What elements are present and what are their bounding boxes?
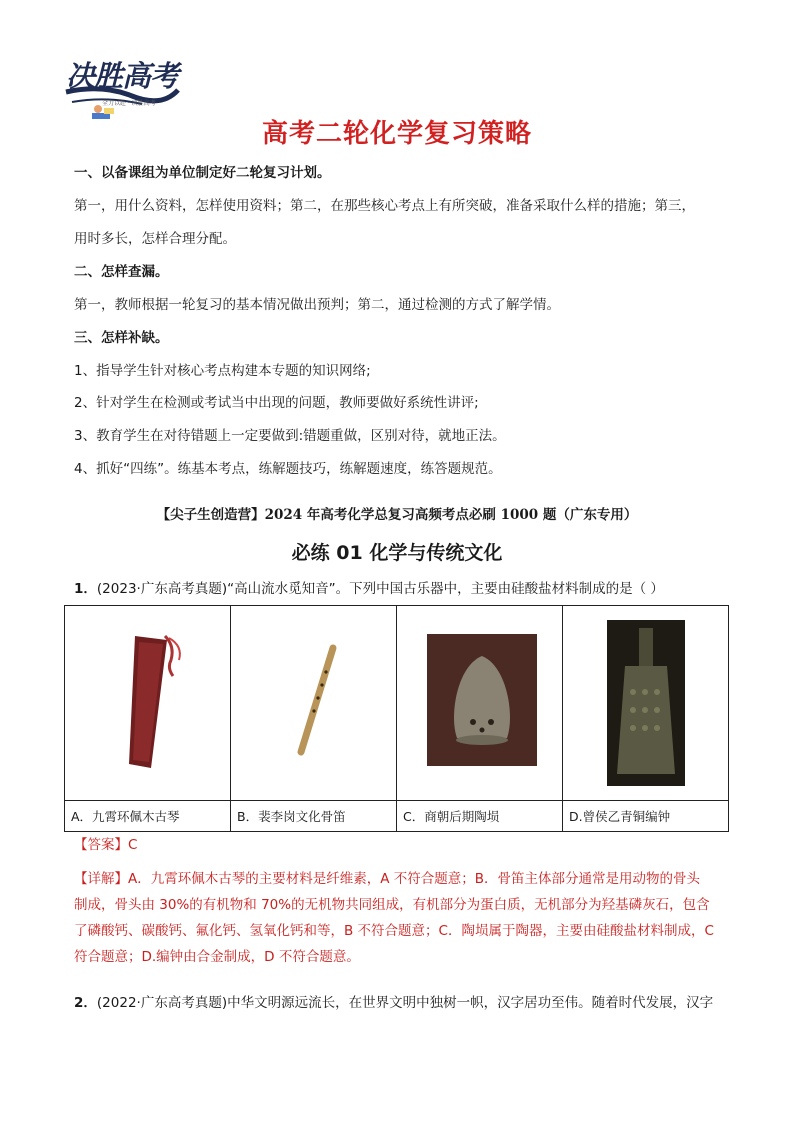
lesson-title: 必练 01 化学与传统文化 xyxy=(291,542,503,564)
question-1 xyxy=(74,579,664,599)
section-1-line-1: 第一，用什么资料，怎样使用资料；第二，在那些核心考点上有所突破，准备采取什么样的措施；第三， xyxy=(74,198,695,214)
option-d-image xyxy=(563,606,729,801)
section-1-line-2: 用时多长，怎样合理分配。 xyxy=(74,231,236,247)
option-b-image xyxy=(231,606,397,801)
explanation-line-1: 【详解】A．九霄环佩木古琴的主要材料是纤维素，A 不符合题意；B．骨笛主体部分通常是用动物的骨头 xyxy=(74,871,701,887)
section-3-line-3: 3、教育学生在对待错题上一定要做到:错题重做，区别对待，就地正法。 xyxy=(74,428,506,444)
question-2-number: 2． xyxy=(74,995,97,1011)
option-a-caption: A．九霄环佩木古琴 xyxy=(65,801,231,832)
options-table xyxy=(64,605,729,832)
option-a-image xyxy=(65,606,231,801)
option-c-image xyxy=(397,606,563,801)
explanation-line-2: 制成，骨头由 30%的有机物和 70%的无机物共同组成，有机部分为蛋白质，无机部分为羟基磷灰石，包含 xyxy=(74,897,710,913)
section-2-line-1: 第一，教师根据一轮复习的基本情况做出预判；第二，通过检测的方式了解学情。 xyxy=(74,297,560,313)
explanation-label: 【详解】 xyxy=(74,871,128,887)
bronze-bell-icon xyxy=(563,606,729,796)
section-3-line-2: 2、针对学生在检测或考试当中出现的问题，教师要做好系统性讲评; xyxy=(74,395,479,411)
question-1-text: (2023·广东高考真题)“高山流水觅知音”。下列中国古乐器中，主要由硅酸盐材料制成的是（ ） xyxy=(96,581,664,597)
option-c-caption: C．商朝后期陶埙 xyxy=(397,801,563,832)
section-3-line-4: 4、抓好“四练”。练基本考点，练解题技巧，练解题速度，练答题规范。 xyxy=(74,461,502,477)
pottery-xun-icon xyxy=(397,606,563,796)
section-3-line-1: 1、指导学生针对核心考点构建本专题的知识网络; xyxy=(74,363,371,379)
bone-flute-icon xyxy=(231,606,397,796)
answer-label: 【答案】 xyxy=(74,837,128,853)
option-b-caption: B．裴李岗文化骨笛 xyxy=(231,801,397,832)
explanation xyxy=(74,866,744,970)
logo-text: 决胜高考 xyxy=(66,59,179,93)
series-title: 【尖子生创造营】2024 年高考化学总复习高频考点必刷 1000 题（广东专用） xyxy=(156,507,638,523)
logo xyxy=(62,52,180,122)
option-d-caption: D.曾侯乙青铜编钟 xyxy=(563,801,729,832)
explanation-line-4: 符合题意；D.编钟由合金制成，D 不符合题意。 xyxy=(74,949,360,965)
section-heading-2: 二、怎样查漏。 xyxy=(74,264,169,280)
answer xyxy=(74,833,137,853)
page-title: 高考二轮化学复习策略 xyxy=(261,119,532,149)
explanation-line-3: 了磷酸钙、碳酸钙、氟化钙、氢氧化钙和等，B 不符合题意；C．陶埙属于陶器，主要由硅酸盐材料制成，C xyxy=(74,923,714,939)
answer-value: C xyxy=(128,837,138,853)
guqin-icon xyxy=(65,606,231,796)
question-1-number: 1． xyxy=(74,581,97,597)
question-2-text: (2022·广东高考真题)中华文明源远流长，在世界文明中独树一帜，汉字居功至伟。随着时代发展，汉字 xyxy=(96,995,714,1011)
question-2 xyxy=(74,993,713,1013)
section-heading-1: 一、以备课组为单位制定好二轮复习计划。 xyxy=(74,165,331,181)
section-heading-3: 三、怎样补缺。 xyxy=(74,330,169,346)
logo-tagline: 全力以赴 · 决胜高考 xyxy=(102,100,156,107)
